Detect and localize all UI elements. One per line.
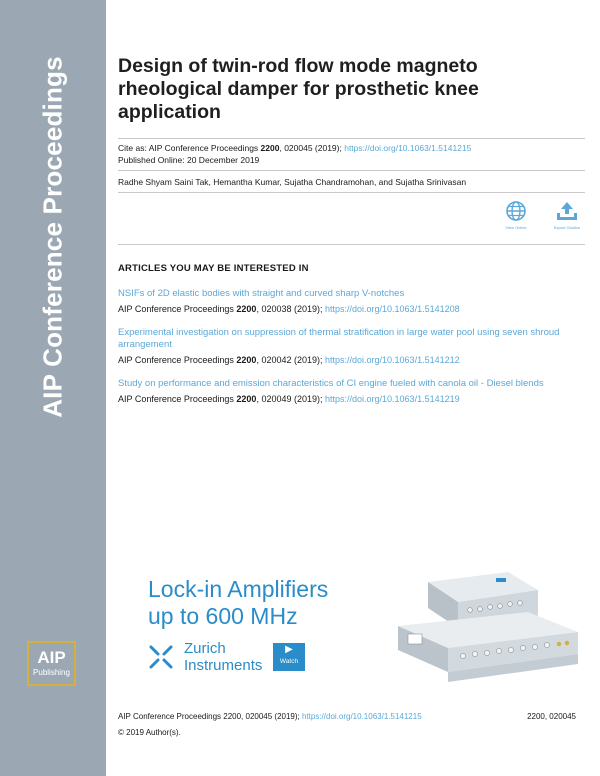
doi-link[interactable]: https://doi.org/10.1063/1.5141215 [344, 143, 472, 153]
play-icon: ▶ [285, 644, 293, 655]
export-citation-label: Export Citation [553, 225, 581, 230]
cite-volume: 2200 [236, 355, 257, 365]
view-online-label: View Online [505, 225, 527, 230]
related-heading: ARTICLES YOU MAY BE INTERESTED IN [118, 263, 309, 274]
cite-suffix: , 020042 (2019); [256, 355, 325, 365]
globe-icon [505, 200, 527, 222]
authors: Radhe Shyam Saini Tak, Hemantha Kumar, Sujatha Chandramohan, and Sujatha Srinivasan [118, 177, 467, 187]
divider [118, 170, 585, 171]
related-article-cite [118, 354, 588, 366]
related-article [118, 378, 588, 405]
export-citation-button[interactable] [547, 200, 587, 231]
ad-brand-line: Zurich [184, 640, 226, 657]
divider [118, 138, 585, 139]
related-article-title[interactable]: NSIFs of 2D elastic bodies with straight and curved sharp V-notches [118, 288, 405, 299]
advertisement-banner[interactable] [118, 568, 588, 688]
ad-headline-line: Lock-in Amplifiers [148, 576, 329, 602]
lock-in-amplifier-instruments-image [388, 572, 578, 684]
published-date: Published Online: 20 December 2019 [118, 155, 260, 165]
logo-subtext: Publishing [33, 668, 70, 677]
doi-link[interactable]: https://doi.org/10.1063/1.5141212 [325, 355, 460, 365]
sidebar [0, 0, 106, 776]
ad-headline-line: up to 600 MHz [148, 603, 298, 629]
doi-link[interactable]: https://doi.org/10.1063/1.5141208 [325, 304, 460, 314]
cite-volume: 2200 [260, 143, 280, 153]
ad-headline [148, 576, 328, 630]
logo-text: AIP [37, 648, 66, 667]
cite-prefix: AIP Conference Proceedings [118, 304, 237, 314]
divider [118, 244, 585, 245]
watch-label: Watch [279, 658, 299, 665]
cite-volume: 2200 [236, 304, 257, 314]
related-article-cite [118, 393, 588, 405]
cite-prefix: AIP Conference Proceedings [118, 394, 237, 404]
footer-citation [118, 712, 422, 722]
related-article [118, 288, 588, 315]
cite-prefix: Cite as: AIP Conference Proceedings [118, 143, 261, 153]
zurich-instruments-logo-icon [148, 644, 174, 670]
copyright: © 2019 Author(s). [118, 728, 181, 737]
paper-title: Design of twin-rod flow mode magneto rheological damper for prosthetic knee application [118, 55, 479, 123]
ad-brand-line: Instruments [184, 657, 263, 674]
cite-prefix: AIP Conference Proceedings [118, 355, 237, 365]
view-online-button[interactable] [496, 200, 536, 231]
doi-link[interactable]: https://doi.org/10.1063/1.5141219 [325, 394, 460, 404]
cite-volume: 2200 [236, 394, 257, 404]
ad-brand [184, 640, 262, 674]
divider [118, 192, 585, 193]
cite-suffix: , 020049 (2019); [256, 394, 325, 404]
journal-title: AIP Conference Proceedings [37, 56, 68, 418]
export-icon [555, 200, 579, 222]
footer-cite-text: AIP Conference Proceedings 2200, 020045 (2019); [118, 712, 302, 721]
aip-publishing-logo[interactable] [27, 641, 76, 686]
watch-button[interactable] [273, 643, 305, 671]
footer-page-ref: 2200, 020045 [527, 712, 576, 721]
related-article-title[interactable]: Experimental investigation on suppression of thermal stratification in large water pool using seven shroud arrangement [118, 327, 560, 350]
related-article [118, 327, 588, 366]
cite-suffix: , 020045 (2019); [279, 143, 345, 153]
cite-line [118, 143, 471, 154]
related-article-cite [118, 303, 588, 315]
footer-doi-link[interactable]: https://doi.org/10.1063/1.5141215 [301, 712, 422, 721]
cite-suffix: , 020038 (2019); [256, 304, 325, 314]
related-article-title[interactable]: Study on performance and emission characteristics of CI engine fueled with canola oil - Diesel blends [118, 378, 544, 389]
